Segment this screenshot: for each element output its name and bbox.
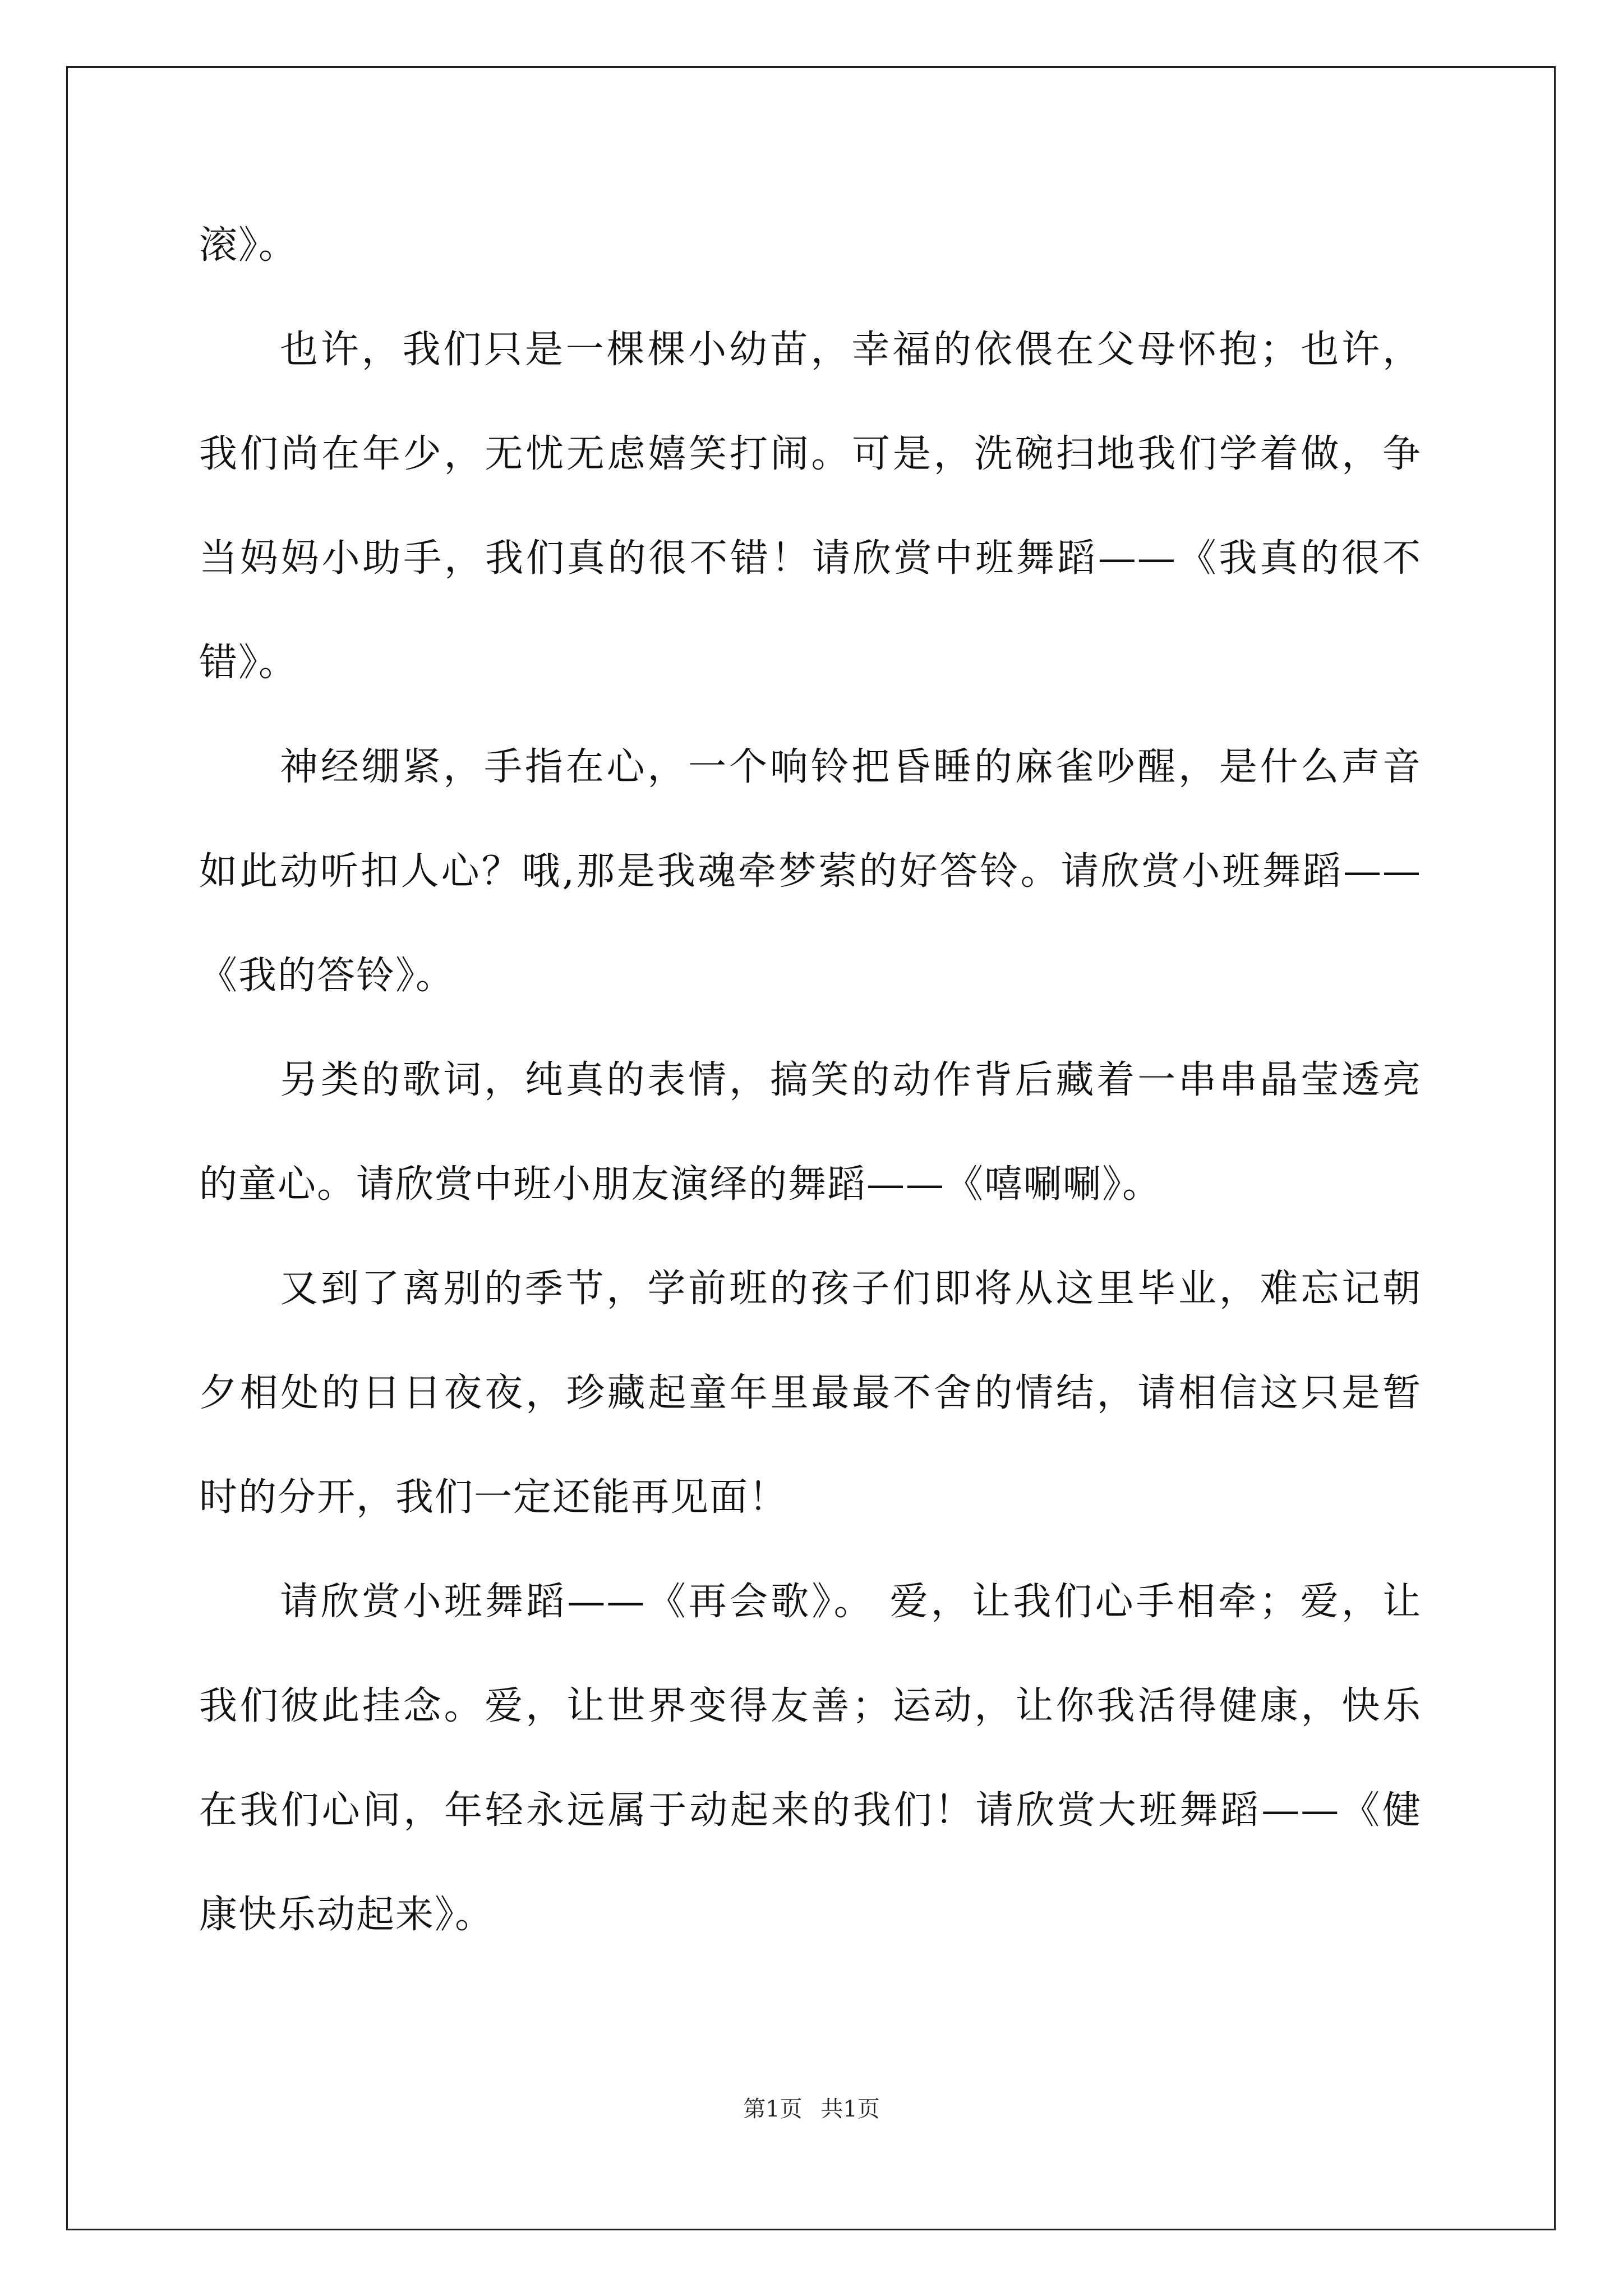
document-body [199,212,1422,1986]
text-line: 康快乐动起来》。 [199,1893,495,1937]
text-line: 夕相处的日日夜夜，珍藏起童年里最最不舍的情结，请相信这只是暂 [199,1371,1422,1415]
text-line: 也许，我们只是一棵棵小幼苗，幸福的依偎在父母怀抱；也许， [280,328,1422,372]
text-line: 我们彼此挂念。爱，让世界变得友善；运动，让你我活得健康，快乐 [199,1684,1422,1728]
text-line: 错》。 [199,641,298,685]
text-line: 当妈妈小助手，我们真的很不错！请欣赏中班舞蹈——《我真的很不 [199,536,1422,581]
text-line: 我们尚在年少，无忧无虑嬉笑打闹。可是，洗碗扫地我们学着做，争 [199,432,1422,476]
text-line: 时的分开，我们一定还能再见面！ [199,1475,789,1520]
text-line: 滚》。 [199,223,298,268]
text-line: 的童心。请欣赏中班小朋友演绎的舞蹈——《嘻唰唰》。 [199,1162,1162,1207]
text-line: 神经绷紧，手指在心，一个响铃把昏睡的麻雀吵醒，是什么声音 [280,745,1422,789]
page-number: 第1页 [743,2096,803,2122]
text-line: 如此动听扣人心？哦,那是我魂牵梦萦的好答铃。请欣赏小班舞蹈—— [199,849,1422,894]
text-line: 在我们心间，年轻永远属于动起来的我们！请欣赏大班舞蹈——《健 [199,1788,1422,1833]
page-footer [0,2092,1623,2126]
text-line: 另类的歌词，纯真的表情，搞笑的动作背后藏着一串串晶莹透亮 [280,1058,1422,1102]
page-total: 共1页 [820,2096,880,2122]
text-line: 又到了离别的季节，学前班的孩子们即将从这里毕业，难忘记朝 [280,1267,1422,1311]
text-line: 请欣赏小班舞蹈——《再会歌》。 爱，让我们心手相牵；爱，让 [280,1580,1422,1624]
text-line: 《我的答铃》。 [199,954,455,998]
